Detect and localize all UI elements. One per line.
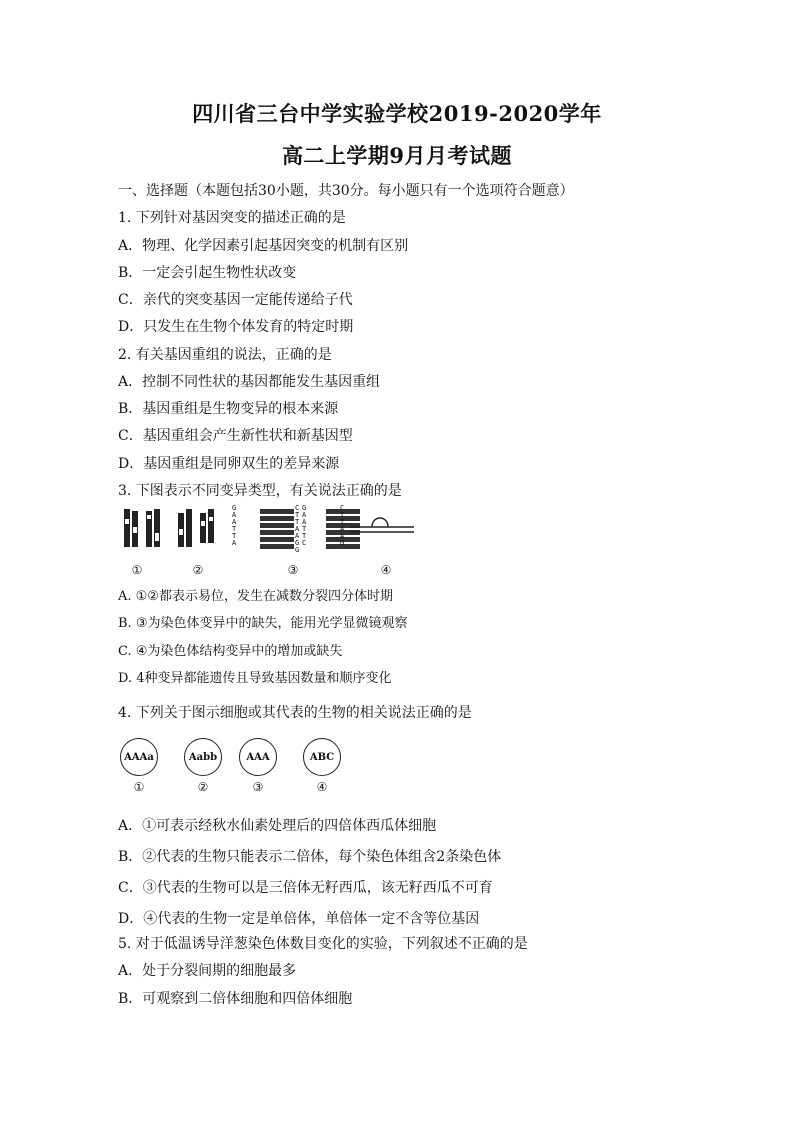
q1-stem: 1. 下列针对基因突变的描述正确的是 — [118, 210, 346, 226]
q3-variation-figure — [118, 505, 428, 553]
q3-option-a: A. ①②都表示易位，发生在减数分裂四分体时期 — [118, 589, 393, 604]
q2-option-a: A．控制不同性状的基因都能发生基因重组 — [118, 374, 381, 390]
q1-option-c: C．亲代的突变基因一定能传递给子代 — [118, 292, 353, 308]
page-title-line1: 四川省三台中学实验学校2019-2020学年 — [192, 101, 602, 126]
seq-letter: T — [295, 511, 300, 519]
q2-option-b: B．基因重组是生物变异的根本来源 — [118, 401, 339, 417]
q3-option-b: B. ③为染色体变异中的缺失，能用光学显微镜观察 — [118, 616, 408, 631]
q4-cell-1: AAAa — [120, 738, 158, 776]
q3-figure-label-1: ① — [131, 563, 143, 577]
seq-letter: A — [232, 511, 237, 519]
chromosome-pair-2-icon — [178, 509, 214, 547]
seq-right-letters — [340, 505, 344, 547]
q4-cell-2: Aabb — [184, 738, 222, 776]
q3-figure-label-2: ② — [192, 563, 204, 577]
seq-left-letters — [232, 505, 236, 547]
q2-option-c: C．基因重组会产生新性状和新基因型 — [118, 428, 353, 444]
q3-option-c: C. ④为染色体结构变异中的增加或缺失 — [118, 644, 343, 659]
seq-letter: A — [232, 539, 237, 547]
q1-option-d: D．只发生在生物个体发育的特定时期 — [118, 319, 354, 335]
q1-option-b: B．一定会引起生物性状改变 — [118, 265, 297, 281]
q4-cell-label-3: ③ — [252, 780, 264, 794]
seq-letter: C — [295, 504, 300, 512]
seq-letter: A — [302, 518, 307, 526]
q4-option-a: A．①可表示经秋水仙素处理后的四倍体西瓜体细胞 — [118, 818, 437, 834]
seq-letter: T — [302, 532, 307, 540]
q4-option-c: C．③代表的生物可以是三倍体无籽西瓜，该无籽西瓜不可育 — [118, 880, 493, 896]
seq-letter: G — [232, 504, 237, 512]
seq-letter: G — [295, 546, 300, 554]
q3-figure-label-3: ③ — [287, 563, 299, 577]
seq-letter: A — [340, 525, 345, 533]
q4-option-b: B．②代表的生物只能表示二倍体，每个染色体组含2条染色体 — [118, 849, 502, 865]
q5-option-a: A．处于分裂间期的细胞最多 — [118, 963, 297, 979]
q4-cell-label-2: ② — [197, 780, 209, 794]
seq-letter: A — [295, 532, 300, 540]
seq-letter: A — [232, 518, 237, 526]
seq-letter: C — [340, 504, 345, 512]
seq-letter: T — [232, 532, 237, 540]
q1-option-a: A．物理、化学因素引起基因突变的机制有区别 — [118, 238, 409, 254]
q3-stem: 3. 下图表示不同变异类型，有关说法正确的是 — [118, 483, 402, 499]
q4-cell-4: ABC — [303, 738, 341, 776]
q4-cell-label-4: ④ — [316, 780, 328, 794]
q4-cell-3: AAA — [239, 738, 277, 776]
seq-letter: G — [295, 539, 300, 547]
chromosome-pair-1-icon — [124, 509, 160, 547]
q3-figure-label-4: ④ — [380, 563, 392, 577]
seq-letter: G — [340, 539, 345, 547]
seq-letter: A — [295, 525, 300, 533]
section-heading: 一、选择题（本题包括30小题，共30分。每小题只有一个选项符合题意） — [118, 183, 574, 199]
dna-strand-icon — [260, 509, 360, 549]
q3-option-d: D. 4种变异都能遗传且导致基因数量和顺序变化 — [118, 671, 392, 686]
seq-letter: T — [302, 525, 307, 533]
seq-letter: A — [340, 532, 345, 540]
seq-letter: T — [232, 525, 237, 533]
q4-cell-label-1: ① — [133, 780, 145, 794]
seq-letter: T — [340, 511, 345, 519]
q5-stem: 5. 对于低温诱导洋葱染色体数目变化的实验，下列叙述不正确的是 — [118, 936, 528, 952]
seq-mid2-letters — [302, 505, 306, 547]
seq-letter: T — [295, 518, 300, 526]
q4-stem: 4. 下列关于图示细胞或其代表的生物的相关说法正确的是 — [118, 705, 472, 721]
q2-stem: 2. 有关基因重组的说法，正确的是 — [118, 347, 332, 363]
seq-letter: A — [302, 511, 307, 519]
seq-letter: G — [302, 504, 307, 512]
seq-mid-letters — [295, 505, 299, 554]
q2-option-d: D．基因重组是同卵双生的差异来源 — [118, 456, 340, 472]
page-title-line2: 高二上学期9月月考试题 — [281, 143, 513, 168]
q5-option-b: B．可观察到二倍体细胞和四倍体细胞 — [118, 991, 353, 1007]
seq-letter: C — [302, 539, 307, 547]
seq-letter: T — [340, 518, 345, 526]
q4-option-d: D．④代表的生物一定是单倍体，单倍体一定不含等位基因 — [118, 911, 480, 927]
